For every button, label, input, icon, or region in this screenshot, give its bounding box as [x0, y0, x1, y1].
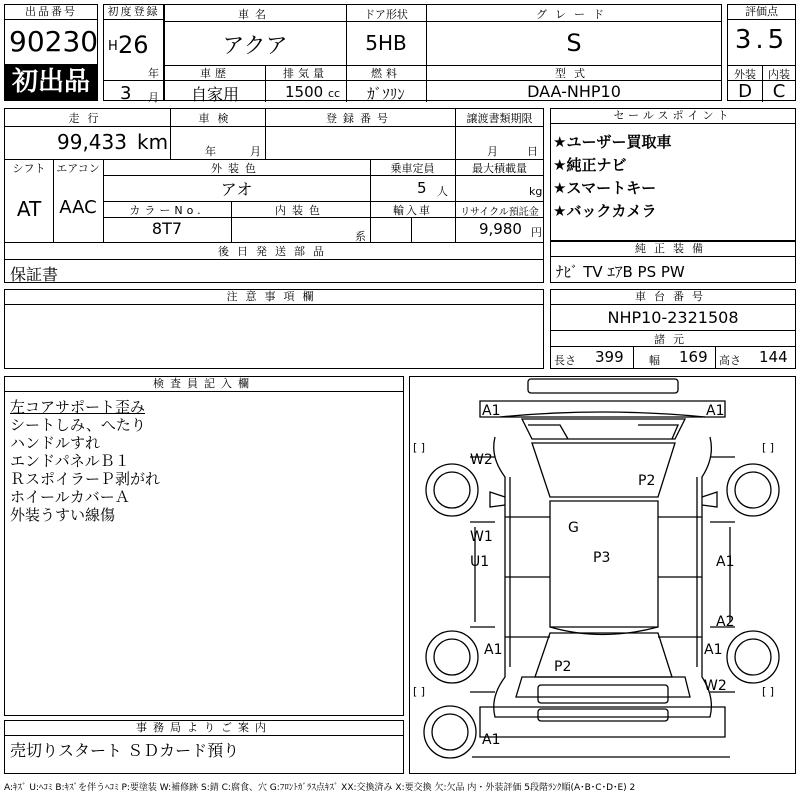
transfer-label: 譲渡書類期限	[466, 112, 533, 125]
capacity-label: 乗車定員	[390, 162, 435, 175]
equipment: ﾅﾋﾞ TV ｴｱB PS PW	[556, 263, 685, 281]
selling-point-item: ★スマートキー	[553, 179, 657, 197]
specs-box	[4, 108, 544, 283]
selling-points-label: セールスポイント	[551, 109, 795, 124]
inspector-line: 外装うすい線傷	[10, 506, 116, 524]
score-label: 評価点	[728, 5, 795, 20]
import-label: 輸入車	[393, 204, 432, 217]
height-label: 高さ	[719, 354, 741, 367]
score: 3.5	[734, 25, 789, 55]
diagram-bracket: [ ]	[762, 441, 775, 454]
recycle-unit: 円	[531, 226, 542, 239]
door-type: 5HB	[365, 31, 407, 55]
shift: AT	[16, 197, 42, 221]
era: H	[108, 39, 118, 54]
displacement-label: 排気量	[283, 67, 328, 80]
length: 399	[595, 348, 624, 366]
capacity-unit: 人	[437, 185, 448, 198]
lot-box	[4, 4, 98, 101]
recycle: 9,980	[479, 220, 522, 238]
transfer-month-unit: 月	[487, 145, 498, 158]
dims-label: 諸元	[654, 333, 692, 346]
interior-label: 内装	[768, 68, 790, 81]
equipment-label: 純正装備	[551, 242, 795, 257]
color-no: 8T7	[151, 219, 183, 238]
office-label: 事務局よりご案内	[5, 721, 403, 736]
later-parts: 保証書	[10, 265, 59, 284]
shift-label: シフト	[12, 162, 46, 175]
year-unit: 年	[148, 67, 159, 80]
height: 144	[759, 348, 788, 366]
grade: S	[566, 29, 582, 57]
year: 26	[118, 31, 149, 59]
reg-no-label: 登録番号	[326, 112, 394, 125]
grade-label: グレード	[536, 8, 612, 21]
inspector-line: シートしみ、へたり	[10, 416, 146, 434]
ac-label: エアコン	[56, 162, 100, 175]
diagram-mark: P3	[593, 550, 611, 566]
inspection-label: 車検	[198, 112, 237, 125]
recycle-label: リサイクル預託金	[460, 207, 539, 218]
capacity: 5	[417, 179, 427, 197]
diagram-mark: U1	[470, 554, 490, 570]
ac: AAC	[59, 197, 97, 218]
car-name-label: 車名	[238, 8, 272, 21]
inspector-line: ハンドルすれ	[10, 434, 101, 452]
lot-label: 出品番号	[5, 5, 97, 20]
mileage-unit: km	[137, 130, 169, 154]
selling-point-item: ★バックカメラ	[553, 202, 657, 220]
selling-points-box	[550, 108, 796, 241]
inspection-year-unit: 年	[205, 145, 216, 158]
load-unit: kg	[529, 185, 543, 198]
exterior-label: 外装	[734, 68, 756, 81]
fuel: ｶﾞｿﾘﾝ	[367, 85, 405, 103]
office-note: 売切りスタート ＳＤカード預り	[10, 741, 240, 760]
mileage: 99,433	[57, 130, 127, 154]
diagram-mark: P2	[554, 659, 572, 675]
inspector-line: 左コアサポート歪み	[10, 398, 146, 416]
selling-point-item: ★純正ナビ	[553, 156, 627, 174]
diagram-mark: W2	[704, 678, 727, 694]
diagram-bracket: [ ]	[413, 685, 426, 698]
door-label: ドア形状	[364, 8, 408, 21]
inspector-label: 検査員記入欄	[5, 377, 403, 392]
first-listing-badge: 初出品	[5, 64, 97, 100]
diagram-mark: W1	[470, 529, 493, 545]
notes-box	[4, 289, 544, 369]
exterior-grade: D	[738, 81, 752, 102]
int-color-label: 内装色	[275, 204, 326, 217]
diagram-bracket: [ ]	[762, 685, 775, 698]
diagram-mark: A1	[482, 732, 501, 748]
diagram-mark: P2	[638, 473, 656, 489]
office-box	[4, 720, 404, 774]
ext-color: アオ	[220, 180, 253, 199]
chassis-number: NHP10-2321508	[607, 308, 739, 327]
car-info-box	[164, 4, 722, 104]
ext-color-label: 外装色	[211, 162, 262, 175]
length-label: 長さ	[554, 354, 576, 367]
car-diagram	[409, 376, 796, 774]
diagram-bracket: [ ]	[413, 441, 426, 454]
inspector-box	[4, 376, 404, 716]
diagram-mark: A2	[716, 614, 735, 630]
lot-number: 90230	[9, 25, 99, 58]
legend: A:ｷｽﾞ U:ﾍｺﾐ B:ｷｽﾞを伴うﾍｺﾐ P:要塗装 W:補修跡 S:錆 C:腐食、穴 G:ﾌﾛﾝﾄｶﾞﾗｽ点ｷｽﾞ XX:交換済み X:要交換 欠:欠品 内・外装評価 5段階ﾗﾝｸ順(A･B･C･D･E) 2	[4, 783, 636, 793]
inspector-line: ＲスポイラーＰ剥がれ	[10, 470, 161, 488]
load-label: 最大積載量	[472, 162, 527, 175]
diagram-mark: W2	[470, 452, 493, 468]
width: 169	[679, 348, 708, 366]
inspection-month-unit: 月	[250, 145, 261, 158]
inspector-line: エンドパネルＢ１	[10, 452, 130, 470]
diagram-mark: A1	[716, 554, 735, 570]
first-reg-label: 初度登録	[104, 5, 163, 20]
car-name: アクア	[222, 34, 288, 59]
selling-point-item: ★ユーザー買取車	[553, 133, 672, 151]
diagram-mark: A1	[706, 403, 725, 419]
diagram-mark: G	[568, 520, 579, 536]
notes-label: 注意事項欄	[5, 290, 543, 305]
score-box	[727, 4, 796, 101]
fuel-label: 燃料	[371, 67, 401, 80]
diagram-mark: A1	[704, 642, 723, 658]
color-no-label: カラーNo.	[129, 204, 205, 217]
diagram-mark: A1	[482, 403, 501, 419]
month: 3	[120, 83, 132, 104]
model: DAA-NHP10	[527, 82, 621, 101]
chassis-box	[550, 289, 796, 369]
displacement: 1500	[285, 83, 324, 101]
int-color-unit: 系	[355, 230, 366, 243]
later-parts-label: 後日発送部品	[218, 245, 332, 258]
inspector-line: ホイールカバーＡ	[10, 488, 130, 506]
history-label: 車歴	[200, 67, 230, 80]
chassis-label: 車台番号	[551, 290, 795, 305]
mileage-label: 走行	[68, 112, 107, 125]
width-label: 幅	[649, 354, 660, 367]
equipment-box	[550, 241, 796, 283]
model-label: 型式	[555, 67, 593, 80]
diagram-mark: A1	[484, 642, 503, 658]
month-unit: 月	[148, 91, 159, 104]
first-reg-box	[103, 4, 164, 104]
interior-grade: C	[772, 81, 786, 102]
displacement-unit: cc	[328, 87, 341, 100]
history: 自家用	[190, 85, 239, 104]
transfer-day-unit: 日	[527, 145, 538, 158]
car-outline	[410, 377, 795, 773]
